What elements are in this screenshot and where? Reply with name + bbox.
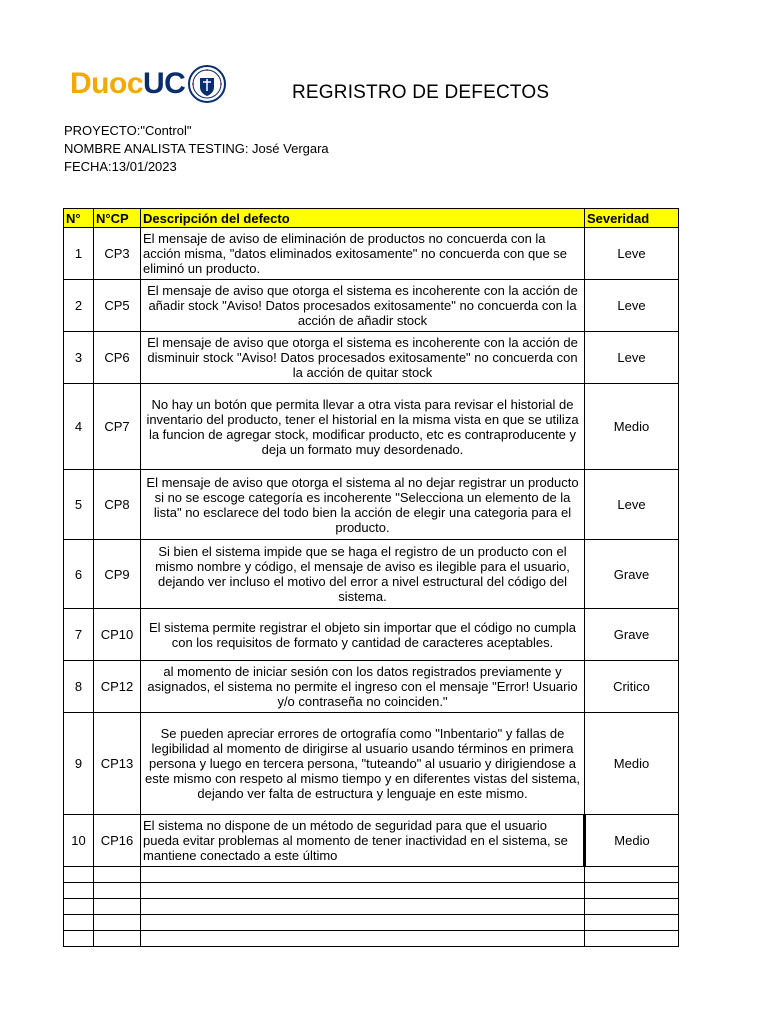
empty-cell bbox=[585, 867, 679, 883]
header-num: N° bbox=[64, 209, 94, 228]
table-row bbox=[64, 332, 679, 384]
empty-row bbox=[64, 883, 679, 899]
empty-cell bbox=[64, 883, 94, 899]
row-cp: CP9 bbox=[94, 540, 141, 609]
row-description: No hay un botón que permita llevar a otra vista para revisar el historial de inventario del producto, tener el historial en la misma vista en que se utiliza la funcion de agregar stock, modificar producto, etc es contraproducente y deja un formato muy desordenado. bbox=[141, 384, 585, 470]
logo-text-duoc: Duoc bbox=[70, 67, 143, 100]
row-description: Si bien el sistema impide que se haga el registro de un producto con el mismo nombre y código, el mensaje de aviso es ilegible para el usuario, dejando ver incluso el motivo del error a nivel estructural del código del sistema. bbox=[141, 540, 585, 609]
row-num: 8 bbox=[64, 661, 94, 713]
row-cp: CP10 bbox=[94, 609, 141, 661]
row-severity: Leve bbox=[585, 280, 679, 332]
table-row bbox=[64, 661, 679, 713]
empty-cell bbox=[141, 899, 585, 915]
project-label: PROYECTO:"Control" bbox=[64, 123, 192, 138]
table-header-row bbox=[64, 209, 679, 228]
empty-cell bbox=[64, 915, 94, 931]
row-description: El mensaje de aviso que otorga el sistema es incoherente con la acción de añadir stock "Aviso! Datos procesados exitosamente" no concuerda con la acción de añadir stock bbox=[141, 280, 585, 332]
row-num: 1 bbox=[64, 228, 94, 280]
row-num: 5 bbox=[64, 470, 94, 540]
empty-cell bbox=[64, 931, 94, 947]
empty-cell bbox=[585, 883, 679, 899]
empty-cell bbox=[585, 931, 679, 947]
table-row bbox=[64, 540, 679, 609]
empty-cell bbox=[585, 899, 679, 915]
logo-text-uc: UC bbox=[143, 67, 186, 100]
row-num: 9 bbox=[64, 713, 94, 815]
row-cp: CP12 bbox=[94, 661, 141, 713]
row-cp: CP13 bbox=[94, 713, 141, 815]
row-severity: Critico bbox=[585, 661, 679, 713]
empty-row bbox=[64, 931, 679, 947]
row-description: Se pueden apreciar errores de ortografía como "Inbentario" y fallas de legibilidad al momento de dirigirse al usuario usando términos en primera persona y luego en tercera persona, "tuteando" al usuario y dirigiendose a este mismo con respeto al mismo tiempo y en diferentes vistas del sistema, dejando ver falta de estructura y lenguaje en este mismo. bbox=[141, 713, 585, 815]
row-description: El mensaje de aviso que otorga el sistema es incoherente con la acción de disminuir stock "Aviso! Datos procesados exitosamente" no concuerda con la acción de quitar stock bbox=[141, 332, 585, 384]
table-row bbox=[64, 609, 679, 661]
table-row bbox=[64, 470, 679, 540]
defects-table bbox=[63, 208, 679, 947]
row-num: 10 bbox=[64, 815, 94, 867]
row-description: al momento de iniciar sesión con los datos registrados previamente y asignados, el sistema no permite el ingreso con el mensaje "Error! Usuario y/o contraseña no coinciden." bbox=[141, 661, 585, 713]
analyst-label: NOMBRE ANALISTA TESTING: José Vergara bbox=[64, 141, 329, 156]
row-severity: Grave bbox=[585, 609, 679, 661]
row-severity: Leve bbox=[585, 228, 679, 280]
header-description: Descripción del defecto bbox=[141, 209, 585, 228]
row-description: El sistema permite registrar el objeto sin importar que el código no cumpla con los requisitos de formato y cantidad de caracteres aceptables. bbox=[141, 609, 585, 661]
empty-row bbox=[64, 899, 679, 915]
row-cp: CP7 bbox=[94, 384, 141, 470]
empty-cell bbox=[64, 899, 94, 915]
header-cp: N°CP bbox=[94, 209, 141, 228]
duocuc-logo bbox=[70, 64, 227, 104]
empty-cell bbox=[585, 915, 679, 931]
empty-row bbox=[64, 915, 679, 931]
row-num: 6 bbox=[64, 540, 94, 609]
table-row bbox=[64, 228, 679, 280]
row-num: 2 bbox=[64, 280, 94, 332]
university-seal-icon bbox=[187, 64, 227, 104]
row-description: El mensaje de aviso de eliminación de productos no concuerda con la acción misma, "datos eliminados exitosamente" no concuerda con que se eliminó un producto. bbox=[141, 228, 585, 280]
empty-cell bbox=[141, 915, 585, 931]
row-cp: CP6 bbox=[94, 332, 141, 384]
empty-cell bbox=[64, 867, 94, 883]
empty-cell bbox=[94, 899, 141, 915]
row-severity: Leve bbox=[585, 332, 679, 384]
empty-cell bbox=[94, 867, 141, 883]
row-cp: CP3 bbox=[94, 228, 141, 280]
empty-cell bbox=[141, 867, 585, 883]
table-row bbox=[64, 815, 679, 867]
row-severity: Medio bbox=[585, 815, 679, 867]
row-severity: Medio bbox=[585, 384, 679, 470]
row-description: El sistema no dispone de un método de seguridad para que el usuario pueda evitar problemas al momento de tener inactividad en el sistema, se mantiene conectado a este último bbox=[141, 815, 585, 867]
row-cp: CP8 bbox=[94, 470, 141, 540]
row-severity: Medio bbox=[585, 713, 679, 815]
page-title: REGRISTRO DE DEFECTOS bbox=[292, 82, 550, 103]
empty-cell bbox=[94, 883, 141, 899]
row-num: 7 bbox=[64, 609, 94, 661]
row-cp: CP5 bbox=[94, 280, 141, 332]
empty-cell bbox=[94, 931, 141, 947]
row-num: 3 bbox=[64, 332, 94, 384]
empty-cell bbox=[94, 915, 141, 931]
table-row bbox=[64, 713, 679, 815]
row-severity: Grave bbox=[585, 540, 679, 609]
empty-cell bbox=[141, 931, 585, 947]
table-row bbox=[64, 384, 679, 470]
row-severity: Leve bbox=[585, 470, 679, 540]
empty-cell bbox=[141, 883, 585, 899]
date-label: FECHA:13/01/2023 bbox=[64, 159, 177, 174]
row-cp: CP16 bbox=[94, 815, 141, 867]
table-row bbox=[64, 280, 679, 332]
header-severity: Severidad bbox=[585, 209, 679, 228]
row-num: 4 bbox=[64, 384, 94, 470]
row-description: El mensaje de aviso que otorga el sistema al no dejar registrar un producto si no se escoge categoría es incoherente "Selecciona un elemento de la lista" no esclarece del todo bien la acción de elegir una categoria para el producto. bbox=[141, 470, 585, 540]
empty-row bbox=[64, 867, 679, 883]
